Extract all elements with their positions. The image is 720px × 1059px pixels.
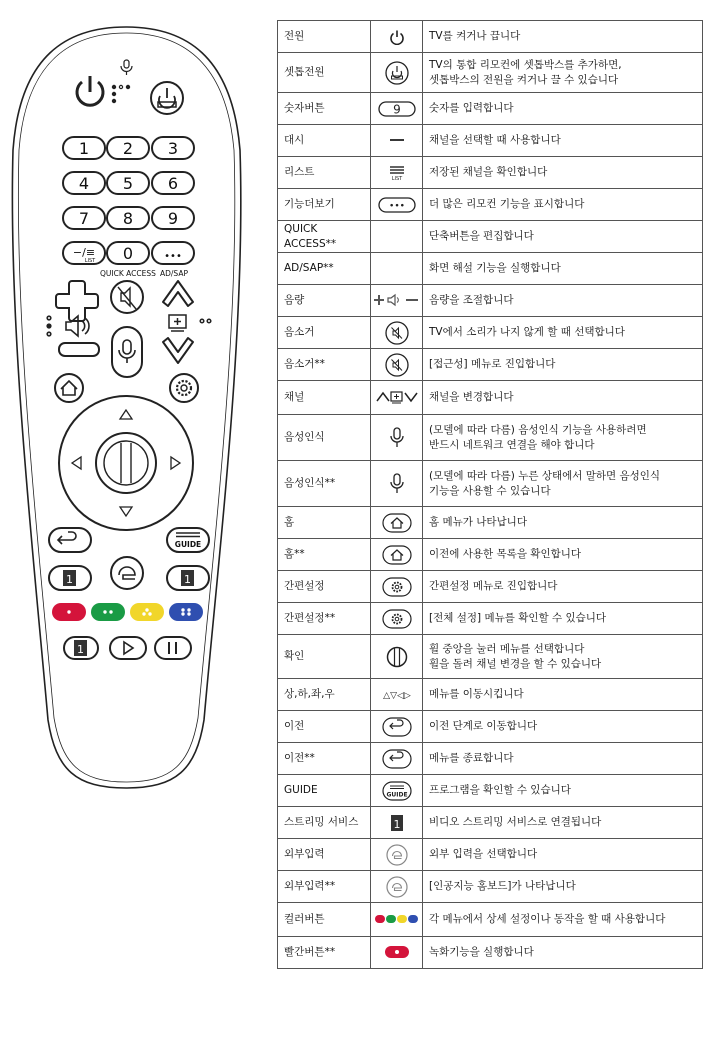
button-name: 상,하,좌,우: [278, 679, 371, 711]
button-name: AD/SAP**: [278, 253, 371, 285]
button-name: 스트리밍 서비스: [278, 807, 371, 839]
icon-cell-empty: [371, 221, 423, 253]
description-line: 기능을 사용할 수 있습니다: [429, 484, 551, 497]
button-description: [423, 53, 703, 93]
mic-indicator-icon: [112, 60, 132, 103]
volume-up-button[interactable]: [56, 281, 98, 321]
table-row: [278, 635, 703, 679]
button-name: 셋톱전원: [278, 53, 371, 93]
svg-text:1: 1: [66, 573, 73, 586]
settop-power-button[interactable]: [151, 82, 183, 114]
dpad-wheel[interactable]: [59, 396, 193, 530]
button-description: [423, 807, 703, 839]
button-description: [423, 415, 703, 461]
table-row: [278, 603, 703, 635]
description-line: 휠 중앙을 눌러 메뉴를 선택합니다: [429, 643, 585, 656]
button-description: [423, 571, 703, 603]
svg-text:△▽◁▷: △▽◁▷: [382, 691, 411, 701]
button-description: [423, 349, 703, 381]
mic-icon: [371, 461, 423, 507]
streaming-icon: [371, 807, 423, 839]
svg-text:GUIDE: GUIDE: [385, 791, 408, 798]
arrows-icon: [371, 679, 423, 711]
remote-illustration: [0, 0, 270, 1059]
blue-button[interactable]: [169, 603, 203, 621]
button-description: [423, 539, 703, 571]
number-key-label: 9: [167, 209, 179, 228]
button-name: QUICK ACCESS**: [278, 221, 371, 253]
table-row: [278, 871, 703, 903]
table-row: [278, 253, 703, 285]
button-name: 음소거**: [278, 349, 371, 381]
number-key-9[interactable]: [152, 207, 194, 229]
description-line: (모델에 따라 다름) 누른 상태에서 말하면 음성인식: [429, 470, 661, 483]
number-key-0-label: 0: [122, 244, 134, 263]
yellow-button[interactable]: [130, 603, 164, 621]
svg-text:1: 1: [393, 817, 400, 831]
table-row: [278, 775, 703, 807]
svg-text:•••: •••: [388, 201, 405, 211]
description-line: 홈 메뉴가 나타납니다: [429, 516, 527, 529]
back-icon: [371, 711, 423, 743]
ad-sap-label: AD/SAP: [160, 269, 188, 278]
button-description: [423, 775, 703, 807]
button-description: [423, 221, 703, 253]
number-key-label: 4: [78, 174, 90, 193]
table-row: [278, 743, 703, 775]
button-name: 기능더보기: [278, 189, 371, 221]
table-row: [278, 461, 703, 507]
button-name: 확인: [278, 635, 371, 679]
description-line: 이전 단계로 이동합니다: [429, 720, 538, 733]
guide-button[interactable]: [167, 528, 209, 552]
number-key-3[interactable]: [152, 137, 194, 159]
wheel-icon: [371, 635, 423, 679]
table-row: [278, 903, 703, 937]
button-description: [423, 839, 703, 871]
back-icon: [371, 743, 423, 775]
button-name: 숫자버튼: [278, 93, 371, 125]
description-line: 반드시 네트워크 연결을 해야 합니다: [429, 438, 595, 451]
svg-text:1: 1: [77, 643, 84, 656]
button-name: 간편설정**: [278, 603, 371, 635]
channel-up-button[interactable]: [163, 281, 193, 306]
description-line: 숫자를 입력합니다: [429, 102, 514, 115]
home-button[interactable]: [55, 374, 83, 402]
description-line: 셋톱박스의 전원을 켜거나 끌 수 있습니다: [429, 73, 619, 86]
button-description: [423, 21, 703, 53]
quick-access-label: QUICK ACCESS: [100, 269, 156, 278]
svg-text:1: 1: [184, 573, 191, 586]
svg-text:GUIDE: GUIDE: [174, 540, 202, 549]
number-key-label: 5: [122, 174, 134, 193]
description-line: 메뉴를 이동시킵니다: [429, 688, 524, 701]
button-name: 이전**: [278, 743, 371, 775]
description-line: 저장된 채널을 확인합니다: [429, 166, 548, 179]
table-row: [278, 937, 703, 969]
guide-icon: [371, 775, 423, 807]
button-name: 간편설정: [278, 571, 371, 603]
green-button[interactable]: [91, 603, 125, 621]
button-description: [423, 189, 703, 221]
table-row: [278, 125, 703, 157]
play-button[interactable]: [110, 637, 146, 659]
list-icon: [371, 157, 423, 189]
color-buttons: [52, 603, 203, 621]
table-row: [278, 285, 703, 317]
channel-down-button[interactable]: [163, 338, 193, 363]
button-description: [423, 285, 703, 317]
mute-icon: [371, 349, 423, 381]
table-row: [278, 189, 703, 221]
home-icon: [371, 507, 423, 539]
svg-text:9: 9: [392, 102, 401, 116]
voice-button[interactable]: [112, 327, 142, 377]
input-icon: [371, 871, 423, 903]
button-name: 홈**: [278, 539, 371, 571]
pause-button[interactable]: [155, 637, 191, 659]
button-description: [423, 871, 703, 903]
table-row: [278, 349, 703, 381]
button-name: 이전: [278, 711, 371, 743]
number-key-8[interactable]: [107, 207, 149, 229]
mic-icon: [371, 415, 423, 461]
number-key-label: 6: [167, 174, 179, 193]
button-name: GUIDE: [278, 775, 371, 807]
red-button[interactable]: [52, 603, 86, 621]
button-description: [423, 937, 703, 969]
volume-icon: [371, 285, 423, 317]
number-key-label: 2: [122, 139, 134, 158]
table-row: [278, 571, 703, 603]
number-key-label: 7: [78, 209, 90, 228]
table-row: [278, 839, 703, 871]
button-name: 음성인식: [278, 415, 371, 461]
number-9-icon: [371, 93, 423, 125]
settings-icon: [371, 571, 423, 603]
table-row: [278, 21, 703, 53]
button-description: [423, 603, 703, 635]
icon-cell-empty: [371, 253, 423, 285]
more-button[interactable]: [152, 242, 194, 264]
mute-icon: [371, 317, 423, 349]
description-line: TV를 켜거나 끕니다: [429, 30, 521, 43]
description-line: TV에서 소리가 나지 않게 할 때 선택합니다: [429, 326, 625, 339]
description-line: 음량을 조절합니다: [429, 294, 514, 307]
button-name: 전원: [278, 21, 371, 53]
number-keypad: [63, 137, 194, 264]
table-row: [278, 157, 703, 189]
number-key-5[interactable]: [107, 172, 149, 194]
list-sub-label: LIST: [84, 258, 96, 264]
description-line: 간편설정 메뉴로 진입합니다: [429, 580, 558, 593]
button-name: 홈: [278, 507, 371, 539]
dash-icon: [371, 125, 423, 157]
table-row: [278, 93, 703, 125]
settings-icon: [371, 603, 423, 635]
svg-text:LIST: LIST: [391, 175, 402, 181]
number-key-0[interactable]: [107, 242, 149, 264]
power-button[interactable]: [77, 76, 103, 105]
table-row: [278, 679, 703, 711]
button-description: [423, 743, 703, 775]
streaming-button-bottom[interactable]: [64, 637, 98, 659]
button-description: [423, 253, 703, 285]
number-key-label: 8: [122, 209, 134, 228]
power-icon: [371, 21, 423, 53]
number-key-2[interactable]: [107, 137, 149, 159]
number-key-label: 3: [167, 139, 179, 158]
button-name: 음량: [278, 285, 371, 317]
streaming-button-left[interactable]: [49, 566, 91, 590]
description-line: [전체 설정] 메뉴를 확인할 수 있습니다: [429, 612, 607, 625]
dash-list-button-label: −/≡: [72, 246, 96, 259]
button-description: [423, 679, 703, 711]
table-row: [278, 539, 703, 571]
button-name: 음성인식**: [278, 461, 371, 507]
channel-icon: [371, 381, 423, 415]
description-line: 이전에 사용한 목록을 확인합니다: [429, 548, 582, 561]
button-description: [423, 125, 703, 157]
button-name: 컬러버튼: [278, 903, 371, 937]
description-line: 더 많은 리모컨 기능을 표시합니다: [429, 198, 585, 211]
button-description: [423, 381, 703, 415]
table-row: [278, 317, 703, 349]
button-name: 대시: [278, 125, 371, 157]
streaming-button-right[interactable]: [167, 566, 209, 590]
description-line: 각 메뉴에서 상세 설정이나 동작을 할 때 사용합니다: [429, 913, 666, 926]
settings-button[interactable]: [170, 374, 198, 402]
description-line: 외부 입력을 선택합니다: [429, 848, 538, 861]
button-name: 외부입력**: [278, 871, 371, 903]
number-key-4[interactable]: [63, 172, 105, 194]
description-line: 녹화기능을 실행합니다: [429, 946, 534, 959]
button-description: [423, 711, 703, 743]
description-line: 휠을 돌려 채널 변경을 할 수 있습니다: [429, 657, 602, 670]
dash-list-button[interactable]: [63, 242, 105, 264]
button-name: 빨간버튼**: [278, 937, 371, 969]
more-button-label: •••: [164, 251, 182, 262]
description-line: (모델에 따라 다름) 음성인식 기능을 사용하려면: [429, 424, 647, 437]
description-line: [인공지능 홈보드]가 나타납니다: [429, 880, 576, 893]
description-line: TV의 통합 리모컨에 셋톱박스를 추가하면,: [429, 59, 622, 72]
button-name: 리스트: [278, 157, 371, 189]
input-button[interactable]: [111, 557, 143, 589]
color-buttons-icon: [371, 903, 423, 937]
number-key-7[interactable]: [63, 207, 105, 229]
table-row: [278, 711, 703, 743]
button-description: [423, 507, 703, 539]
description-line: 채널을 선택할 때 사용합니다: [429, 134, 561, 147]
description-line: 비디오 스트리밍 서비스로 연결됩니다: [429, 816, 602, 829]
number-key-1[interactable]: [63, 137, 105, 159]
table-row: [278, 53, 703, 93]
table-row: [278, 507, 703, 539]
description-line: 화면 해설 기능을 실행합니다: [429, 262, 561, 275]
table-row: [278, 415, 703, 461]
button-description: [423, 635, 703, 679]
description-line: 메뉴를 종료합니다: [429, 752, 514, 765]
description-line: 단축버튼을 편집합니다: [429, 230, 534, 243]
table-row: [278, 221, 703, 253]
description-line: 프로그램을 확인할 수 있습니다: [429, 784, 571, 797]
number-key-6[interactable]: [152, 172, 194, 194]
button-name: 음소거: [278, 317, 371, 349]
table-row: [278, 807, 703, 839]
number-key-label: 1: [78, 139, 90, 158]
button-name: 채널: [278, 381, 371, 415]
volume-down-button[interactable]: [59, 343, 99, 356]
button-description-table: [277, 20, 703, 969]
home-icon: [371, 539, 423, 571]
mute-button[interactable]: [111, 281, 143, 313]
back-button[interactable]: [49, 528, 91, 552]
input-icon: [371, 839, 423, 871]
channel-icon: [169, 315, 211, 331]
button-name: 외부입력: [278, 839, 371, 871]
button-description: [423, 317, 703, 349]
button-description: [423, 461, 703, 507]
button-description: [423, 93, 703, 125]
description-line: 채널을 변경합니다: [429, 391, 514, 404]
button-description: [423, 903, 703, 937]
red-button-icon: [371, 937, 423, 969]
button-description: [423, 157, 703, 189]
table-row: [278, 381, 703, 415]
description-line: [접근성] 메뉴로 진입합니다: [429, 358, 556, 371]
settop-power-icon: [371, 53, 423, 93]
more-icon: [371, 189, 423, 221]
